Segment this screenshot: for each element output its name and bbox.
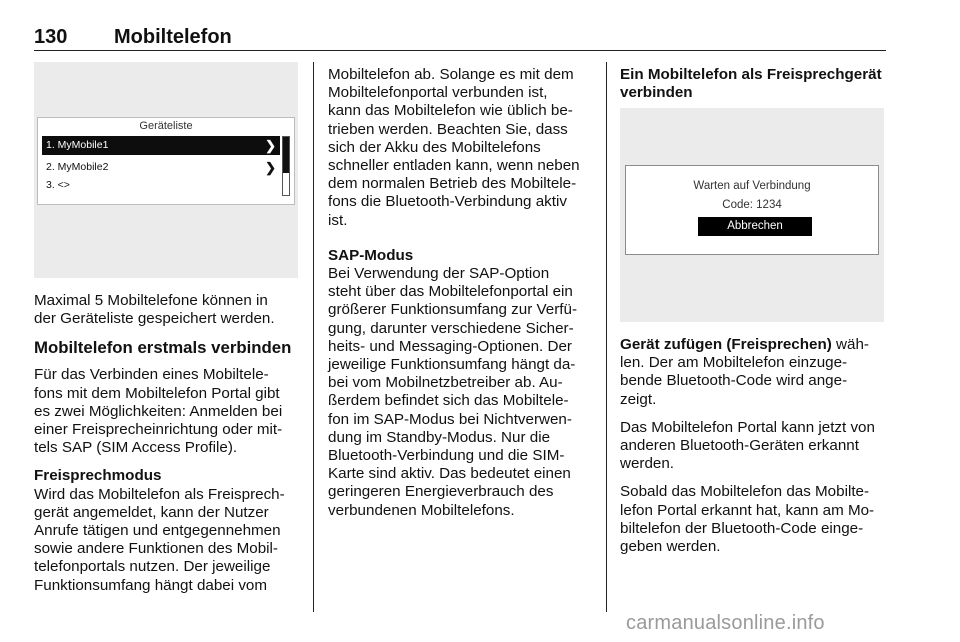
section-heading: Mobiltelefon erstmals verbinden [34,338,292,358]
device-list-item [42,158,280,177]
text-line: der Geräteliste gespeichert werden. [34,310,275,328]
text-line: Bei Verwendung der SAP-Option [328,265,550,283]
scrollbar [282,136,290,196]
text-line: ßerdem befindet sich das Mobiltele- [328,392,569,410]
text-line: Mobiltelefon ab. Solange es mit dem [328,66,574,83]
text-line: Karte sind aktiv. Das bedeutet einen [328,465,571,483]
text-line: es zwei Möglichkeiten: Anmelden bei [34,402,283,420]
device-list-frame [37,117,295,205]
left-column [34,292,304,605]
page-title: Mobiltelefon [114,26,232,48]
watermark: carmanualsonline.info [626,612,825,634]
text-line: Maximal 5 Mobiltelefone können in [34,292,268,309]
text-line: Sobald das Mobiltelefon das Mobilte- [620,483,870,501]
code-text: Code: 1234 [722,199,782,211]
text-line: steht über das Mobiltelefonportal ein [328,283,573,301]
text-line: schneller entladen kann, wenn neben [328,157,580,175]
device-list-item-label: 3. <> [46,179,70,191]
device-list-title: Geräteliste [139,120,193,132]
text-line: dem normalen Betrieb des Mobiltele- [328,175,577,193]
text-line: dung im Standby-Modus. Nur die [328,428,551,446]
text-line: gung, darunter verschiedene Sicher- [328,319,574,337]
right-column [620,336,892,566]
text-line: ist. [328,211,348,229]
text-line: biltelefon der Bluetooth-Code einge- [620,519,864,537]
right-column-title-block [620,66,888,108]
paragraph [620,419,892,474]
paragraph [620,336,892,409]
subheading: Freisprechmodus [34,467,162,485]
intro-paragraph [34,366,304,457]
text-line: lefon Portal erkannt hat, kann am Mo- [620,501,875,519]
text-line: fon im SAP-Modus bei Nichtverwen- [328,410,572,428]
text-line: werden. [620,455,675,473]
text-line: len. Der am Mobiltelefon einzuge- [620,354,848,372]
paragraph [620,483,892,556]
device-list-item [42,136,280,155]
column-divider [606,62,607,612]
connection-dialog [625,165,879,255]
text-line: Anrufe tätigen und entgegennehmen [34,522,281,540]
section-title [620,66,888,102]
text-line: kann das Mobiltelefon wie üblich be- [328,102,573,120]
chevron-right-icon: ❯ [265,138,276,153]
device-list-item [42,176,280,195]
text-line: geringeren Energieverbrauch des [328,483,554,501]
text-line: telefonportals nutzen. Der jeweilige [34,558,271,576]
cancel-button: Abbrechen [698,217,812,236]
subheading: SAP-Modus [328,246,414,264]
text-line: Wird das Mobiltelefon als Freisprech- [34,485,285,503]
chevron-right-icon: ❯ [265,160,276,175]
text-line: Mobiltelefonportal verbunden ist, [328,84,548,102]
page-number: 130 [34,26,68,48]
caption [34,292,304,328]
text-line: verbinden [620,84,693,102]
freisprech-paragraph [34,467,304,594]
bold-term: Gerät zufügen (Freisprechen) [620,336,832,353]
text-line: Das Mobiltelefon Portal kann jetzt von [620,418,875,436]
text-line: heits- und Messaging-Optionen. Der [328,337,572,355]
text-line: trieben werden. Beachten Sie, dass [328,120,568,138]
text-line: bende Bluetooth-Code wird ange- [620,372,848,390]
waiting-text: Warten auf Verbindung [693,180,811,192]
sap-paragraph [328,247,600,520]
column-divider [313,62,314,612]
text-line: fons mit dem Mobiltelefon Portal gibt [34,384,280,402]
scrollbar-thumb [283,137,289,173]
text-line: Bluetooth-Verbindung und die SIM- [328,447,565,465]
device-list-screenshot [34,62,298,278]
text-line: bei vom Mobilnetzbetreiber ab. Au- [328,374,563,392]
text-line: sich der Akku des Mobiltelefons [328,138,541,156]
text-line: größerer Funktionsumfang zur Verfü- [328,301,578,319]
text-line: fons die Bluetooth-Verbindung aktiv [328,193,567,211]
text-line: anderen Bluetooth-Geräten erkannt [620,437,859,455]
device-list-item-label: 2. MyMobile2 [46,161,109,173]
text-line: verbundenen Mobiltelefons. [328,501,515,519]
text-line: jeweilige Funktionsumfang hängt da- [328,356,576,374]
text-line: Funktionsumfang hängt dabei vom [34,576,268,594]
text-line: Für das Verbinden eines Mobiltele- [34,366,269,384]
text-fragment: wäh- [831,336,869,353]
text-line: Ein Mobiltelefon als Freisprechgerät [620,66,882,83]
text-line: sowie andere Funktionen des Mobil- [34,540,278,558]
text-line: tels SAP (SIM Access Profile). [34,439,238,457]
header-rule [34,50,886,51]
device-list-item-label: 1. MyMobile1 [46,139,109,151]
paragraph [328,66,600,230]
page-header [34,26,886,52]
text-line: zeigt. [620,390,657,408]
middle-column [328,66,600,530]
text-line: einer Freisprecheinrichtung oder mit- [34,421,283,439]
text-line: gerät angemeldet, kann der Nutzer [34,503,269,521]
connection-screenshot [620,108,884,322]
text-line: geben werden. [620,538,721,556]
